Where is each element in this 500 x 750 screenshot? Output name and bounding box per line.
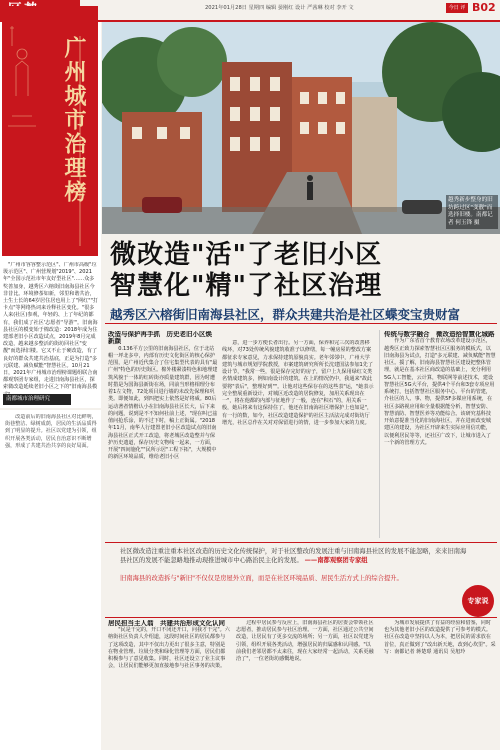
- column-heading: 传统与数字融合 微改造拾智慧化城路: [384, 331, 495, 338]
- date-line: 2021年01月28日 星期四 编辑 晏刚红 设计 严茜琳 校对 李开 文: [205, 5, 354, 11]
- article-column-2: [222, 340, 374, 538]
- column-text: 过程中居民参与反应上，旧南海县社区的居委会带领社区志愿者，推动居民参与社区治理。一方面，社区通过公共空间改造，让居民有了更多交流的场所；另一方面，社区以党建为引领，组织开展各类活动，增强居民的归属感和认同感。"以前我们老邻居都不太来往，现在大家经常一起活动，关系更融洽了"，一位老街坊感慨地说。: [236, 620, 374, 663]
- column-text: 0.136平方公里的旧南海县社区，位于北站帽一坪北多中，内部有历史文化街区的核心保护范围，是广州近代集合了住宅集型代表的具有"最广州"特色的历史街区。棉外楼紧凑特色和地理建筑风貌于一体的红砖街亦质量建筑群，因为时遭时措是为国海县新街在场，同前当形格相理分布着1左文物，72处项目进行墙的未改先保理和巩类。即便如此，到四把实上依然是好将威。80后运动著者情楷认小在旧南海县社区长大，后下来的问题，说到是不不知何社前上述，"现在叫已兹值问抢乐涂，的不过下时，稿上正街属。"2018年11月，南华人行建置老旧小区改造试点的旧南海县社区正式开工改造，将老城区改造整并与保护历史遗道，保存历史文物线一起来，一方面，开展"四间施化""民所示居"工程下拓"，大规模中的新区环境品质，维给老旧小区: [108, 345, 218, 461]
- quote-rule-top: [105, 542, 497, 543]
- headline-line-1: 微改造"活"了老旧小区: [110, 240, 383, 270]
- page-number: B02: [472, 1, 496, 14]
- photo-caption: 越秀新步整身的旧坊跨过区"变靓"而选择旧楼。南都记者 何玉锋 摄: [446, 195, 498, 229]
- column-divider: [379, 330, 380, 538]
- sidebar-vertical-title: 广州城市治理榜: [61, 36, 87, 204]
- headline-block: [110, 240, 490, 302]
- subheadline: 越秀区六榕街旧南海县社区，群众共建共治是社区蝶变宝贵财富: [110, 307, 461, 322]
- sidebar-intro: "广州市容容整示范区"、广州市高级"垃圾示范区"、广州营规划"2019"、2021年"全国示范社市年友好型社区"……众多奖善加身，越秀区六榕街旧南海县社区今非昔比。环境修茶如新，邻里和谐共治，土生土长的64岁居住居也用上了"网红""打卡点"等网络热词来诠释社区变化。"很多人来(社区)参观，年轻的、上了年纪的都有，我们成了社区'志愿者''导游'"。旧南海县社区的模变始于棉改造：2018年成为住建部老旧小区改造试点，2019年8月完成改造，越来越多整活的街坊回社区"变靓"而选择旧楼。它又不止于硬改造，有了良好的群众共建共治基底，正是为打造"多元联建、减负赋能"智慧社区。10月21日，2021年广州城市治理榜课题组联合南都观察团专家组，走进旧南海县社区，探索微改造延续老旧小区之下的"旧南海县模: [3, 262, 98, 391]
- left-bottom-text: 改造前后的旧南海县社区对比鲜明，街巷整洁、绿树成荫，居民的生活品质得到了明显的提升。社区以党建为引领，组织开展各类活动，居民自治意识不断增强，形成了共建共治共享的良好局面。: [5, 414, 97, 449]
- headline-line-2: 智慧化"精"了社区治理: [110, 271, 383, 301]
- sidebar-logo: 南都城市治理研究: [3, 394, 71, 405]
- column-heading: 居民担当主人翁 共建共治形成文化认同: [108, 620, 225, 627]
- expert-comment: 旧南海县的改造拆与"新旧"不仅仅是房屋外立面，而是在社区环境品质、居民生活方式上的综合提升。: [120, 575, 403, 582]
- bottom-column-2: [236, 620, 374, 748]
- main-photo: [102, 22, 500, 234]
- column-text: 意，进一步方便长者出行。另一方面，保养和完三次的改善移线环，对73处传统风貌建筑收准子以修缮，每一幢房屋的整改方案都征求专家意见，力求保持建筑原貌真实。老年邻邻中，广州大学建筑与城市规划学院教授，市案建筑研究所所长沈建国法参加1先了设计节，"我常一些，很是保存完好的房子，留户上九保用绿红文类名情成建筑多，例如南设计的建筑。在上的情况仍中，我通来"故此要将"表后"，整理好到""。让他对这些保存在的这些表"运，"她表示完全整展重新设计，对城区近改造的居院修复，加用关系现出在一"，将在他都的内部与征地作了一般，连在"积石"的，用关系一般，她后将来有这保持住了，他还在旧南海社区增保护上也如是"，有一行的数，如今，社区改造建造保护的社区主活法完成对街坊厅增光，社区总作在关对对保留进行的情，进一步参加大家的力度。: [222, 340, 374, 426]
- bottom-column-1: [108, 620, 230, 748]
- bottom-column-3: [384, 620, 496, 748]
- expert-badge: 专家说: [462, 585, 494, 617]
- column-text: 为城市发展提供了有益的经验和借鉴，同时也为其他老旧小区的改造提供了可参考的模式。社区在改造中坚持以人为本，把居民的需求放在首位，真正做到了"改出新天地，改到心坎里"。采写：南都记者 蒋楚璟 通讯员 吴旭玲: [384, 620, 496, 655]
- pull-quote-text: 社区微改造注重注重本社区改造的历史文化传统保护，对于社区整改的发展注重与旧南海县社区的发展不能忽略，来来旧南海县社区的发展不能忽略地推动现推进城市中心路治民主化的发展。: [120, 548, 467, 564]
- pull-quote: [120, 547, 472, 565]
- pull-quote-attribution: ——南都观察团专家组: [304, 557, 368, 564]
- column-text: 作为广东省首个教育农场改革建设示范区，越秀区正致力探索智慧社区区服务的模板式，以旧南海县为试点，打造"多元联建、减负赋能"智慧社区。援了解，旧南海县智慧社区建设把整体管理，就是在基本社区商改造的基础上，充分利用5G人工智能，云计算，物联网等前述技术，建设智慧社区5G大平台，提供4个平台和3套专项应用系统打，包括智慧社区服务中心、平台的管建，介社区的人、事、物，提供5F多媒应用系统，在社区多路视应用和全量根据能分析，智慧安防、智慧消防、智慧医养等功能综合。该研究基科技开始意提准当化的旧南海社区，并在进而改变城建区的建设，为社区开辟来生实际应用信功能，以便利居民等等，还社区广改下，让城市进入了一个新的管理方式。: [384, 338, 496, 446]
- quote-rule-bottom: [105, 617, 497, 618]
- subhead-rule: [105, 323, 497, 324]
- article-column-3: [384, 331, 496, 539]
- column-heading: 改造与保护再手抓 历史老旧小区焕新颜: [108, 331, 212, 346]
- column-text: "民是干完的，开口不闭还开口，问我才干完"。六榕街社区负责人介绍道，这段时间社区的居民都参与了这项改造，其中不仅出力更出了很多主意，特别是在物业管理、垃圾分类和绿化管理等方面，居民们都积极参与了意见收集。同时，社区还设立了业主议事会，让居民们能够更加直接地参与社区事务的决策。: [108, 627, 230, 670]
- editor-badge: 今日 评: [446, 3, 468, 13]
- article-column-1: [108, 331, 218, 539]
